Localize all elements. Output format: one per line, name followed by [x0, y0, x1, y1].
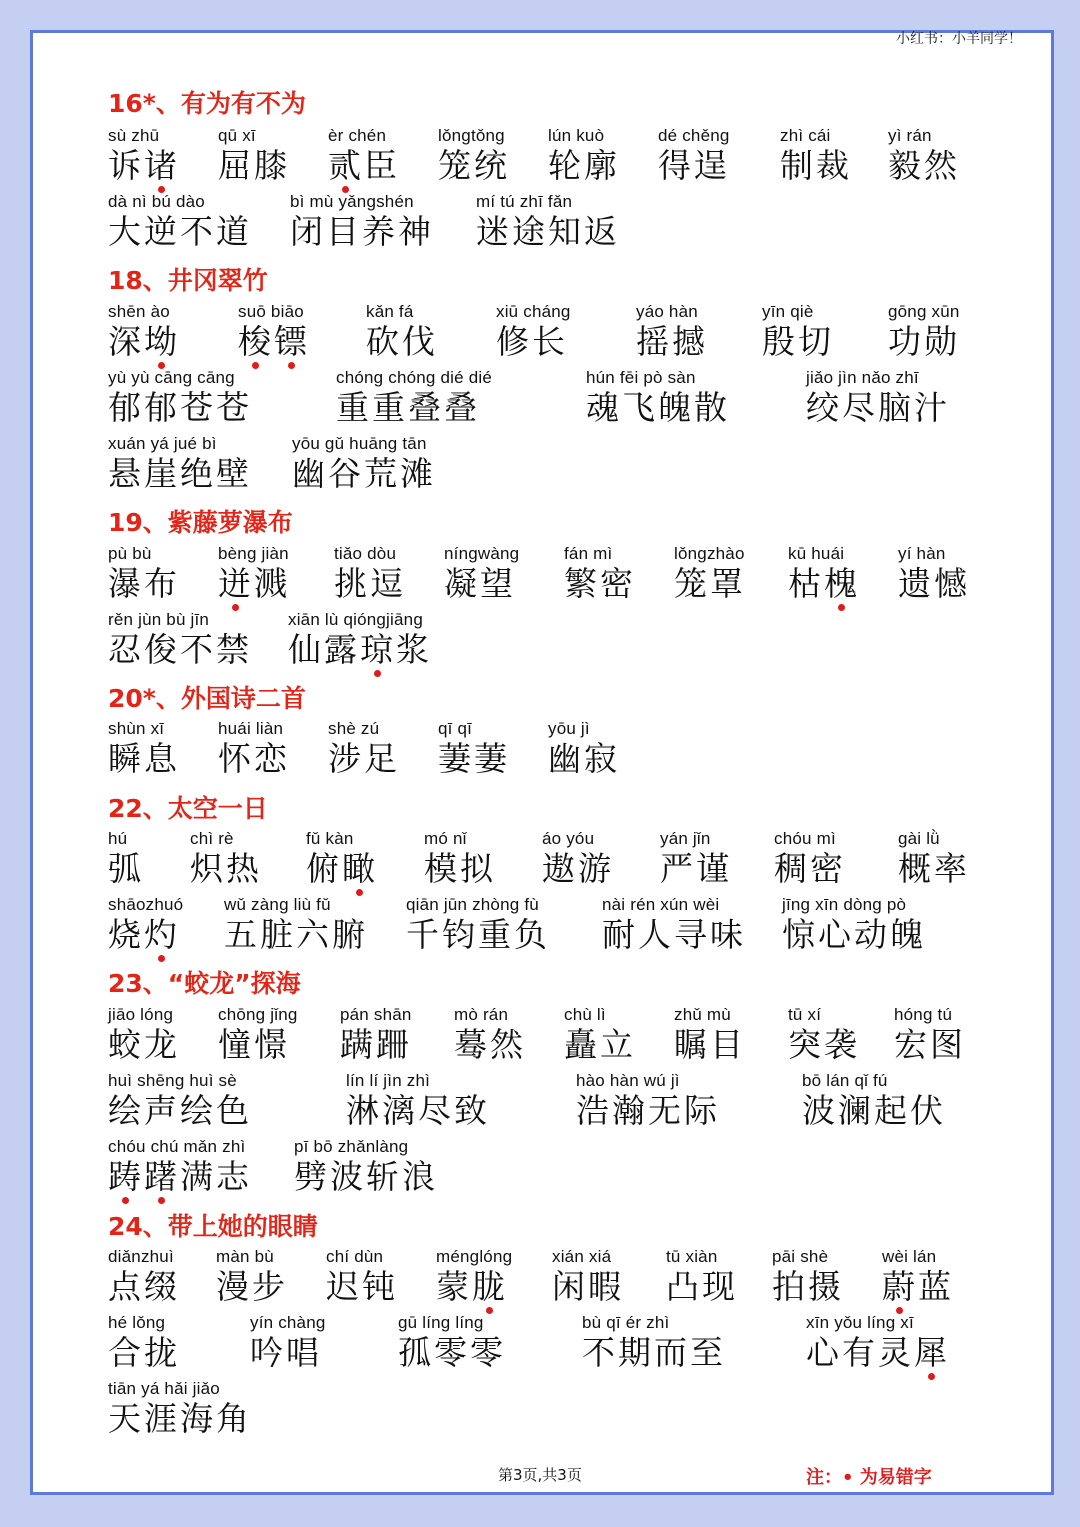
pinyin: chì rè [190, 829, 234, 848]
vocab-word [326, 1247, 398, 1307]
pinyin: lín lí jìn zhì [346, 1071, 431, 1090]
hanzi: 制裁 [780, 146, 852, 185]
vocab-word [108, 895, 183, 955]
hanzi: 忍俊不禁 [108, 630, 252, 669]
hanzi: 踌躇满志 [108, 1157, 252, 1197]
pinyin: xīn yǒu líng xī [806, 1313, 914, 1332]
hanzi: 闭目养神 [290, 212, 434, 251]
hanzi: 诉诸 [108, 146, 180, 186]
hanzi: 概率 [898, 849, 970, 888]
hanzi: 凸现 [666, 1267, 738, 1306]
pinyin: bèng jiàn [218, 544, 289, 563]
vocab-word [292, 434, 436, 494]
pinyin: xuán yá jué bì [108, 434, 217, 453]
vocab-word [576, 1071, 720, 1131]
pinyin: huái liàn [218, 719, 284, 738]
vocab-word [336, 368, 492, 428]
hanzi: 耐人寻味 [602, 915, 746, 954]
hanzi: 波澜起伏 [802, 1091, 946, 1130]
hanzi: 烧灼 [108, 915, 183, 955]
vocab-word [564, 1005, 636, 1065]
vocab-word [806, 368, 950, 428]
pinyin: qū xī [218, 126, 256, 145]
hanzi: 孤零零 [398, 1333, 506, 1372]
hanzi: 郁郁苍苍 [108, 388, 252, 427]
pinyin: tiān yá hǎi jiǎo [108, 1379, 220, 1398]
hanzi: 大逆不道 [108, 212, 252, 251]
pinyin: xiū cháng [496, 302, 571, 321]
vocab-word [780, 126, 852, 186]
pinyin: fǔ kàn [306, 829, 354, 848]
vocab-word [108, 302, 180, 362]
vocab-word [216, 1247, 288, 1307]
vocab-word [218, 126, 290, 186]
hanzi: 合拢 [108, 1333, 180, 1372]
vocab-word [898, 544, 970, 604]
error-prone-dot [158, 1197, 165, 1204]
vocab-word [674, 544, 746, 604]
pinyin: màn bù [216, 1247, 274, 1266]
pinyin: chí dùn [326, 1247, 384, 1266]
vocab-word [548, 126, 620, 186]
pinyin: bì mù yǎngshén [290, 192, 414, 211]
hanzi: 毅然 [888, 146, 960, 185]
vocab-word [894, 1005, 966, 1065]
vocab-word [788, 1005, 860, 1065]
error-prone-dot [158, 955, 165, 962]
hanzi: 幽寂 [548, 739, 620, 778]
hanzi: 惊心动魄 [782, 915, 926, 954]
pinyin: ménglóng [436, 1247, 513, 1266]
vocab-word [586, 368, 730, 428]
hanzi: 拍摄 [772, 1267, 844, 1306]
vocab-word [666, 1247, 738, 1307]
pinyin: hào hàn wú jì [576, 1071, 680, 1090]
vocab-word [340, 1005, 412, 1065]
vocab-word [108, 368, 252, 428]
hanzi: 轮廓 [548, 146, 620, 185]
pinyin: pù bù [108, 544, 152, 563]
hanzi: 迟钝 [326, 1267, 398, 1306]
hanzi: 模拟 [424, 849, 496, 888]
error-prone-dot [288, 362, 295, 369]
hanzi: 点缀 [108, 1267, 180, 1306]
pinyin: tū xí [788, 1005, 822, 1024]
vocab-word [454, 1005, 526, 1065]
hanzi: 仙露琼浆 [288, 630, 432, 670]
hanzi: 悬崖绝壁 [108, 454, 252, 493]
vocab-word [882, 1247, 954, 1307]
pinyin: chōng jǐng [218, 1005, 298, 1024]
legend-note: 注：• 为易错字 [806, 1467, 932, 1488]
vocab-word [888, 126, 960, 186]
section-title: 18、井冈翠竹 [108, 266, 268, 295]
pinyin: rěn jùn bù jīn [108, 610, 210, 629]
hanzi: 五脏六腑 [224, 915, 368, 954]
pinyin: pāi shè [772, 1247, 829, 1266]
section-title: 19、紫藤萝瀑布 [108, 508, 293, 537]
watermark: 小红书：小羊同学！ [896, 31, 1022, 47]
pinyin: hóng tú [894, 1005, 953, 1024]
vocab-word [582, 1313, 726, 1373]
vocab-word [108, 1247, 180, 1307]
vocab-word [306, 829, 378, 889]
hanzi: 涉足 [328, 739, 400, 778]
vocab-word [406, 895, 550, 955]
hanzi: 蒙胧 [436, 1267, 512, 1307]
pinyin: chóu mì [774, 829, 836, 848]
error-prone-dot [252, 362, 259, 369]
pinyin: pán shān [340, 1005, 412, 1024]
pinyin: xián xiá [552, 1247, 612, 1266]
hanzi: 稠密 [774, 849, 846, 888]
vocab-word [564, 544, 636, 604]
vocab-word [190, 829, 262, 889]
vocab-word [782, 895, 926, 955]
hanzi: 宏图 [894, 1025, 966, 1064]
pinyin: yīn qiè [762, 302, 814, 321]
hanzi: 梭镖 [238, 322, 310, 362]
hanzi: 功勋 [888, 322, 960, 361]
pinyin: bù qī ér zhì [582, 1313, 670, 1332]
hanzi: 浩瀚无际 [576, 1091, 720, 1130]
pinyin: fán mì [564, 544, 613, 563]
pinyin: chóu chú mǎn zhì [108, 1137, 246, 1156]
pinyin: hú [108, 829, 128, 848]
vocab-word [108, 192, 252, 252]
vocab-word [218, 544, 290, 604]
pinyin: shāozhuó [108, 895, 184, 914]
vocab-word [774, 829, 846, 889]
vocab-word [328, 719, 400, 779]
vocab-word [660, 829, 732, 889]
hanzi: 遨游 [542, 849, 614, 888]
pinyin: yōu jì [548, 719, 590, 738]
vocab-word [802, 1071, 946, 1131]
pinyin: chóng chóng dié dié [336, 368, 492, 387]
hanzi: 不期而至 [582, 1333, 726, 1372]
hanzi: 屈膝 [218, 146, 290, 185]
pinyin: yí hàn [898, 544, 946, 563]
hanzi: 笼罩 [674, 564, 746, 603]
hanzi: 心有灵犀 [806, 1333, 950, 1373]
pinyin: qiān jūn zhòng fù [406, 895, 539, 914]
hanzi: 繁密 [564, 564, 636, 603]
pinyin: sù zhū [108, 126, 160, 145]
hanzi: 蛟龙 [108, 1025, 180, 1064]
vocab-word [250, 1313, 326, 1373]
section-title: 24、带上她的眼睛 [108, 1212, 318, 1241]
section-title: 20*、外国诗二首 [108, 684, 306, 713]
hanzi: 砍伐 [366, 322, 438, 361]
hanzi: 深坳 [108, 322, 180, 362]
vocab-word [552, 1247, 624, 1307]
vocab-word [108, 1005, 180, 1065]
page-number: 第3页,共3页 [498, 1466, 582, 1484]
pinyin: huì shēng huì sè [108, 1071, 237, 1090]
pinyin: hé lǒng [108, 1313, 166, 1332]
pinyin: dà nì bú dào [108, 192, 205, 211]
hanzi: 淋漓尽致 [346, 1091, 490, 1130]
hanzi: 弧 [108, 849, 144, 888]
hanzi: 绞尽脑汁 [806, 388, 950, 427]
hanzi: 凝望 [444, 564, 516, 603]
vocab-word [108, 1379, 252, 1439]
pinyin: jīng xīn dòng pò [782, 895, 907, 914]
vocab-word [548, 719, 620, 779]
pinyin: yì rán [888, 126, 932, 145]
hanzi: 劈波斩浪 [294, 1157, 438, 1196]
vocab-word [436, 1247, 512, 1307]
pinyin: wèi lán [882, 1247, 937, 1266]
vocab-word [334, 544, 406, 604]
hanzi: 重重叠叠 [336, 388, 480, 427]
hanzi: 吟唱 [250, 1333, 322, 1372]
pinyin: suō biāo [238, 302, 304, 321]
pinyin: qī qī [438, 719, 473, 738]
pinyin: diǎnzhuì [108, 1247, 174, 1266]
vocab-word [346, 1071, 490, 1131]
pinyin: mó nǐ [424, 829, 467, 848]
pinyin: shùn xī [108, 719, 165, 738]
hanzi: 绘声绘色 [108, 1091, 252, 1130]
vocab-word [218, 1005, 298, 1065]
hanzi: 矗立 [564, 1025, 636, 1064]
pinyin: shēn ào [108, 302, 170, 321]
pinyin: mí tú zhī fǎn [476, 192, 573, 211]
pinyin: gài lǜ [898, 829, 940, 848]
hanzi: 得逞 [658, 146, 730, 185]
pinyin: jiāo lóng [108, 1005, 174, 1024]
vocab-word [108, 829, 144, 889]
vocab-word [328, 126, 400, 186]
vocab-word [542, 829, 614, 889]
hanzi: 迷途知返 [476, 212, 620, 251]
pinyin: dé chěng [658, 126, 730, 145]
pinyin: chù lì [564, 1005, 606, 1024]
vocab-word [290, 192, 434, 252]
vocab-word [238, 302, 310, 362]
vocab-word [366, 302, 438, 362]
pinyin: kǎn fá [366, 302, 414, 321]
hanzi: 蓦然 [454, 1025, 526, 1064]
error-prone-dot [374, 670, 381, 677]
hanzi: 千钧重负 [406, 915, 550, 954]
vocab-word [108, 1313, 180, 1373]
hanzi: 迸溅 [218, 564, 290, 604]
hanzi: 瞩目 [674, 1025, 746, 1064]
vocab-word [108, 610, 252, 670]
vocab-word [772, 1247, 844, 1307]
vocab-word [108, 1071, 252, 1131]
vocab-word [444, 544, 519, 604]
pinyin: gū líng líng [398, 1313, 484, 1332]
pinyin: lǒngzhào [674, 544, 745, 563]
pinyin: hún fēi pò sàn [586, 368, 696, 387]
vocab-word [398, 1313, 506, 1373]
vocab-word [108, 719, 180, 779]
pinyin: pī bō zhǎnlàng [294, 1137, 409, 1156]
hanzi: 俯瞰 [306, 849, 378, 889]
section-title: 23、“蛟龙”探海 [108, 969, 301, 998]
hanzi: 突袭 [788, 1025, 860, 1064]
pinyin: shè zú [328, 719, 380, 738]
error-prone-dot [122, 1197, 129, 1204]
pinyin: yín chàng [250, 1313, 326, 1332]
pinyin: zhì cái [780, 126, 831, 145]
vocab-word [108, 126, 180, 186]
pinyin: zhǔ mù [674, 1005, 731, 1024]
vocab-word [658, 126, 730, 186]
hanzi: 枯槐 [788, 564, 860, 604]
vocab-word [108, 544, 180, 604]
pinyin: èr chén [328, 126, 387, 145]
vocab-word [898, 829, 970, 889]
hanzi: 漫步 [216, 1267, 288, 1306]
vocab-word [424, 829, 496, 889]
pinyin: kū huái [788, 544, 845, 563]
vocab-word [636, 302, 708, 362]
vocab-word [674, 1005, 746, 1065]
vocab-word [218, 719, 290, 779]
pinyin: xiān lù qióngjiāng [288, 610, 423, 629]
pinyin: mò rán [454, 1005, 509, 1024]
vocab-word [602, 895, 746, 955]
hanzi: 贰臣 [328, 146, 400, 186]
vocab-word [294, 1137, 438, 1197]
hanzi: 摇撼 [636, 322, 708, 361]
pinyin: nài rén xún wèi [602, 895, 720, 914]
hanzi: 炽热 [190, 849, 262, 888]
vocab-word [888, 302, 960, 362]
vocab-word [108, 434, 252, 494]
section-title: 16*、有为有不为 [108, 89, 306, 118]
hanzi: 魂飞魄散 [586, 388, 730, 427]
vocab-word [762, 302, 834, 362]
pinyin: tū xiàn [666, 1247, 718, 1266]
error-prone-dot [838, 604, 845, 611]
hanzi: 蔚蓝 [882, 1267, 954, 1307]
pinyin: yán jǐn [660, 829, 711, 848]
pinyin: yù yù cāng cāng [108, 368, 235, 387]
hanzi: 殷切 [762, 322, 834, 361]
hanzi: 遗憾 [898, 564, 970, 603]
hanzi: 瀑布 [108, 564, 180, 603]
vocab-word [806, 1313, 950, 1373]
hanzi: 严谨 [660, 849, 732, 888]
section-title: 22、太空一日 [108, 794, 268, 823]
hanzi: 修长 [496, 322, 568, 361]
pinyin: yáo hàn [636, 302, 698, 321]
pinyin: bō lán qǐ fú [802, 1071, 888, 1090]
pinyin: wǔ zàng liù fǔ [224, 895, 331, 914]
pinyin: gōng xūn [888, 302, 960, 321]
pinyin: lún kuò [548, 126, 605, 145]
hanzi: 萋萋 [438, 739, 510, 778]
pinyin: lǒngtǒng [438, 126, 505, 145]
hanzi: 蹒跚 [340, 1025, 412, 1064]
vocab-word [288, 610, 432, 670]
vocab-word [438, 719, 510, 779]
pinyin: yōu gǔ huāng tān [292, 434, 427, 453]
hanzi: 瞬息 [108, 739, 180, 778]
hanzi: 憧憬 [218, 1025, 290, 1064]
hanzi: 笼统 [438, 146, 510, 185]
hanzi: 闲暇 [552, 1267, 624, 1306]
vocab-word [476, 192, 620, 252]
hanzi: 挑逗 [334, 564, 406, 603]
error-prone-dot [928, 1373, 935, 1380]
hanzi: 天涯海角 [108, 1399, 252, 1438]
pinyin: jiǎo jìn nǎo zhī [806, 368, 919, 387]
pinyin: níngwàng [444, 544, 520, 563]
vocab-word [496, 302, 571, 362]
hanzi: 幽谷荒滩 [292, 454, 436, 493]
vocab-word [224, 895, 368, 955]
hanzi: 怀恋 [218, 739, 290, 778]
pinyin: tiǎo dòu [334, 544, 397, 563]
pinyin: áo yóu [542, 829, 595, 848]
vocab-word [438, 126, 510, 186]
vocab-word [788, 544, 860, 604]
vocab-word [108, 1137, 252, 1197]
